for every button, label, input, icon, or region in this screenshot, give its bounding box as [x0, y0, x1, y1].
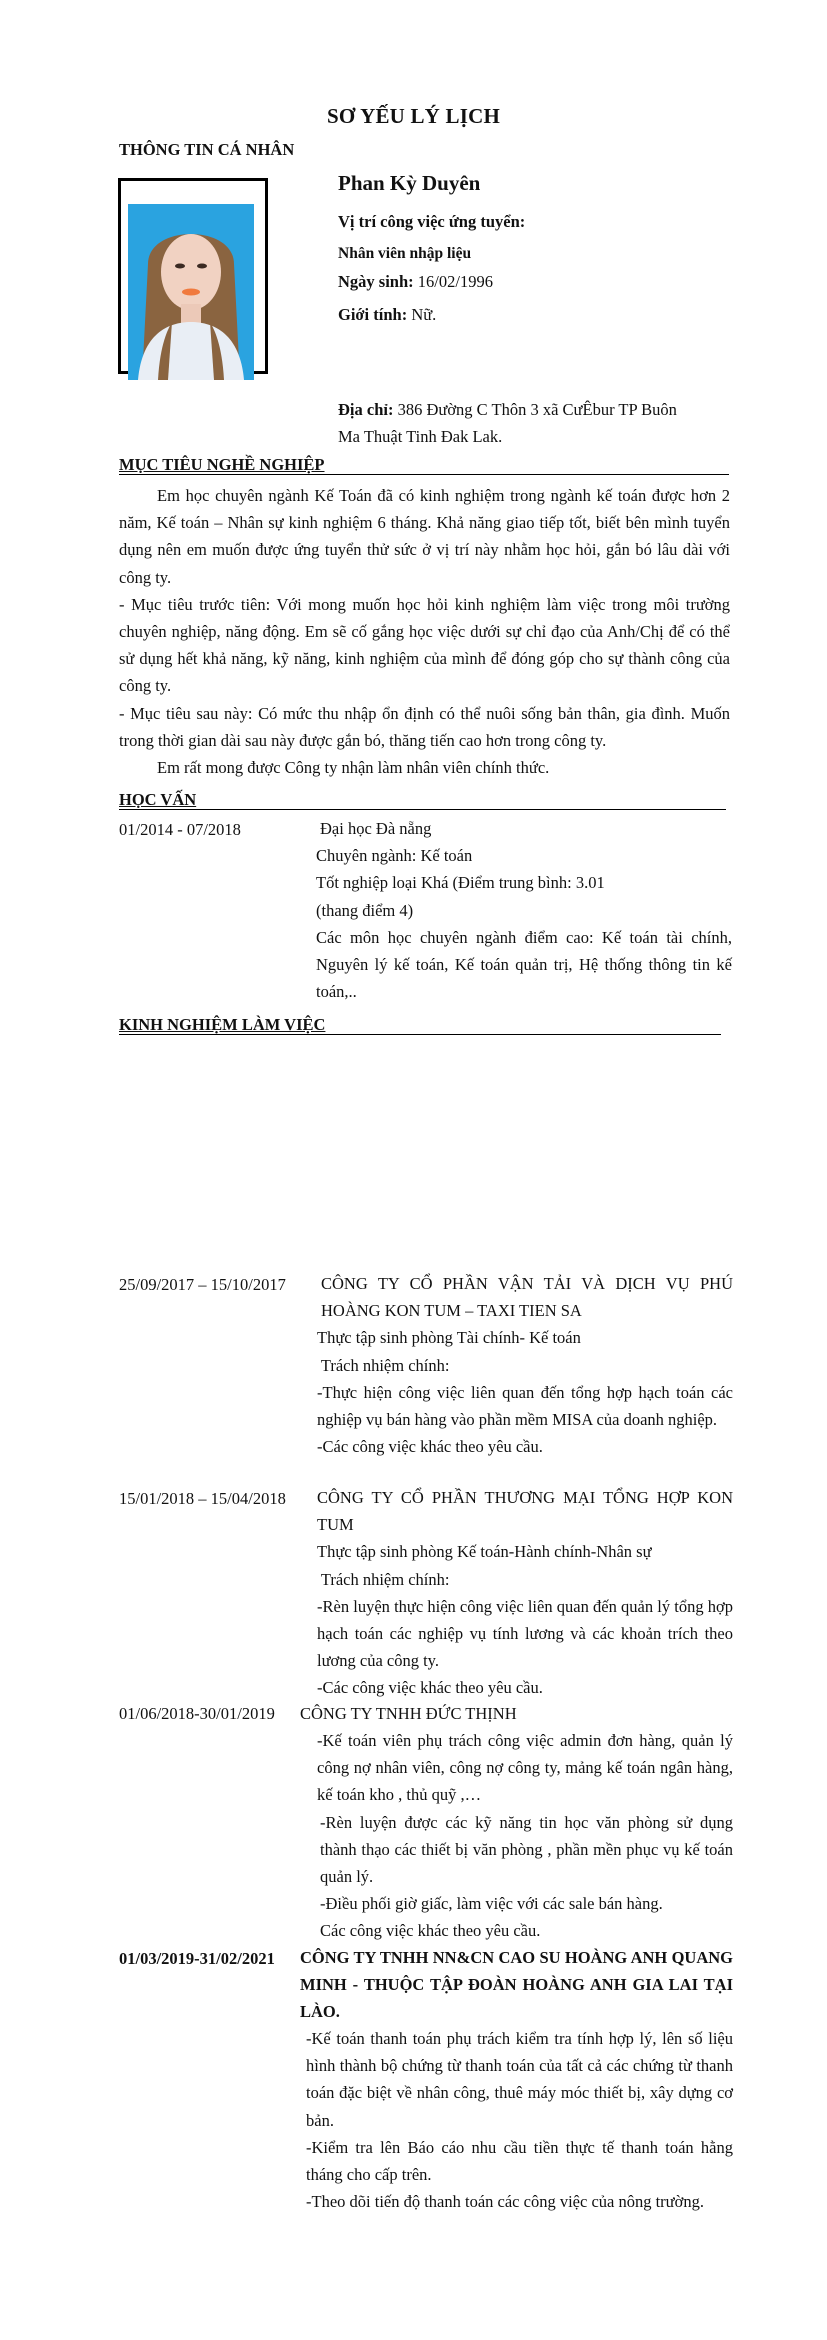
- job-2-details: [317, 1484, 733, 1702]
- job-3-company: CÔNG TY TNHH ĐỨC THỊNH: [300, 1704, 517, 1723]
- education-graduation: Tốt nghiệp loại Khá (Điểm trung bình: 3.01: [316, 873, 605, 893]
- job-4-details: [306, 2025, 733, 2215]
- experience-heading: KINH NGHIỆM LÀM VIỆC: [119, 1015, 326, 1034]
- address-line-2: Ma Thuật Tinh Đak Lak.: [338, 427, 503, 446]
- objective-paragraph-3: - Mục tiêu sau này: Có mức thu nhập ổn định có thể nuôi sống bản thân, gia đình. Muốn trong thời gian dài sau này được gắn bó, thăng tiến cao hơn trong công ty.: [119, 703, 730, 750]
- job-2-role: Thực tập sinh phòng Kế toán-Hành chính-Nhân sự: [317, 1542, 652, 1562]
- address-label: Địa chỉ:: [338, 400, 394, 419]
- job-3-details: [317, 1727, 733, 1945]
- objective-text: [119, 482, 730, 781]
- position-value: Nhân viên nhập liệu: [338, 245, 472, 262]
- gender-row: [338, 305, 436, 325]
- address-line-1: 386 Đường C Thôn 3 xã CưÊbur TP Buôn: [397, 400, 677, 419]
- objective-heading: MỤC TIÊU NGHỀ NGHIỆP: [119, 455, 325, 474]
- portrait-photo-icon: [128, 204, 254, 380]
- job-1-details: [317, 1270, 733, 1460]
- education-divider: [119, 809, 726, 810]
- candidate-name: Phan Kỳ Duyên: [338, 171, 481, 195]
- job-1-duty-1: -Thực hiện công việc liên quan đến tổng hợp hạch toán các nghiệp vụ bán hàng vào phần mềm MISA của doanh nghiệp.: [317, 1382, 733, 1430]
- education-scale: (thang điểm 4): [316, 900, 414, 920]
- birth-row: [338, 272, 493, 292]
- redacted-contact-block: [338, 340, 698, 390]
- education-details: [316, 815, 732, 1005]
- job-1-period: 25/09/2017 – 15/10/2017: [119, 1275, 286, 1294]
- experience-divider: [119, 1034, 721, 1035]
- birth-label: Ngày sinh:: [338, 272, 414, 291]
- job-2-duty-1: -Rèn luyện thực hiện công việc liên quan đến quản lý tổng hợp hạch toán các nghiệp vụ tính lương và các khoản trích theo lương của công ty.: [317, 1596, 733, 1671]
- education-subjects: Các môn học chuyên ngành điểm cao: Kế toán tài chính, Nguyên lý kế toán, Kế toán quản trị, Hệ thống thông tin kế toán,..: [316, 927, 732, 1002]
- objective-paragraph-1: Em học chuyên ngành Kế Toán đã có kinh nghiệm trong ngành kế toán được hơn 2 năm, Kế toán – Nhân sự kinh nghiệm 6 tháng. Khả năng giao tiếp tốt, biết bên mình tuyển dụng nên em muốn được ứng tuyển thử sức ở vị trí này nhằm học hỏi, gắn bó lâu dài với công ty.: [119, 486, 730, 587]
- education-major: Chuyên ngành: Kế toán: [316, 846, 473, 866]
- job-3-duty-1: -Kế toán viên phụ trách công việc admin đơn hàng, quản lý công nợ nhân viên, công nợ công ty, mảng kế toán ngân hàng, kế toán kho , thủ quỹ ,…: [317, 1731, 733, 1805]
- education-period: 01/2014 - 07/2018: [119, 820, 241, 839]
- address-row: [338, 396, 677, 450]
- job-1-company: CÔNG TY CỔ PHẦN VẬN TẢI VÀ DỊCH VỤ PHÚ HOÀNG KON TUM – TAXI TIEN SA: [321, 1274, 733, 1321]
- job-1-role: Thực tập sinh phòng Tài chính- Kế toán: [317, 1328, 581, 1348]
- position-label-text: Vị trí công việc ứng tuyển:: [338, 212, 526, 231]
- objective-paragraph-2: - Mục tiêu trước tiên: Với mong muốn học hỏi kinh nghiệm làm việc trong môi trường chuyên nghiệp, năng động. Em sẽ cố gắng học việc dưới sự chỉ đạo của Anh/Chị để có thể sử dụng hết khả năng, kỹ năng, kinh nghiệm của mình để đóng góp cho sự thành công của công ty.: [119, 594, 730, 696]
- job-3-duty-3: -Điều phối giờ giấc, làm việc với các sale bán hàng.: [320, 1894, 663, 1914]
- job-2-period: 15/01/2018 – 15/04/2018: [119, 1489, 286, 1508]
- job-3-duty-2: -Rèn luyện được các kỹ năng tin học văn phòng sử dụng thành thạo các thiết bị văn phòng , phần mền phục vụ kế toán quản lý.: [320, 1812, 733, 1887]
- job-2-resp-label: Trách nhiệm chính:: [317, 1569, 450, 1589]
- job-4-duty-1: -Kế toán thanh toán phụ trách kiểm tra tính hợp lý, lên số liệu hình thành bộ chứng từ thanh toán của tất cả các chứng từ thanh toán đặc biệt về nhân công, thuê máy móc thiết bị, xây dựng cơ bản.: [306, 2029, 733, 2130]
- job-2-duty-2: -Các công việc khác theo yêu cầu.: [317, 1678, 543, 1698]
- gender-value: Nữ.: [411, 305, 437, 324]
- birth-value: 16/02/1996: [417, 272, 493, 291]
- job-4-duty-3: -Theo dõi tiến độ thanh toán các công việc của nông trường.: [306, 2192, 704, 2212]
- job-3-duty-4: Các công việc khác theo yêu cầu.: [320, 1921, 541, 1941]
- job-4-company: CÔNG TY TNHH NN&CN CAO SU HOÀNG ANH QUANG MINH - THUỘC TẬP ĐOÀN HOÀNG ANH GIA LAI TẠI LÀO.: [300, 1948, 733, 2022]
- job-4-period: 01/03/2019-31/02/2021: [119, 1949, 275, 1968]
- job-4-duty-2: -Kiểm tra lên Báo cáo nhu cầu tiền thực tế thanh toán hằng tháng cho cấp trên.: [306, 2137, 733, 2185]
- job-3-period: 01/06/2018-30/01/2019: [119, 1704, 275, 1723]
- education-school: Đại học Đà nẵng: [320, 819, 432, 838]
- job-1-duty-2: -Các công việc khác theo yêu cầu.: [317, 1437, 543, 1457]
- personal-info-heading: THÔNG TIN CÁ NHÂN: [119, 140, 295, 159]
- position-label: [338, 212, 525, 232]
- job-1-resp-label: Trách nhiệm chính:: [317, 1355, 450, 1375]
- job-4-company-wrap: [300, 1944, 733, 2026]
- document-title: SƠ YẾU LÝ LỊCH: [327, 104, 500, 128]
- job-2-company: CÔNG TY CỔ PHẦN THƯƠNG MẠI TỔNG HỢP KON TUM: [317, 1488, 733, 1535]
- objective-paragraph-4: Em rất mong được Công ty nhận làm nhân viên chính thức.: [157, 758, 550, 778]
- education-heading: HỌC VẤN: [119, 790, 197, 809]
- gender-label: Giới tính:: [338, 305, 408, 324]
- objective-divider: [119, 474, 729, 475]
